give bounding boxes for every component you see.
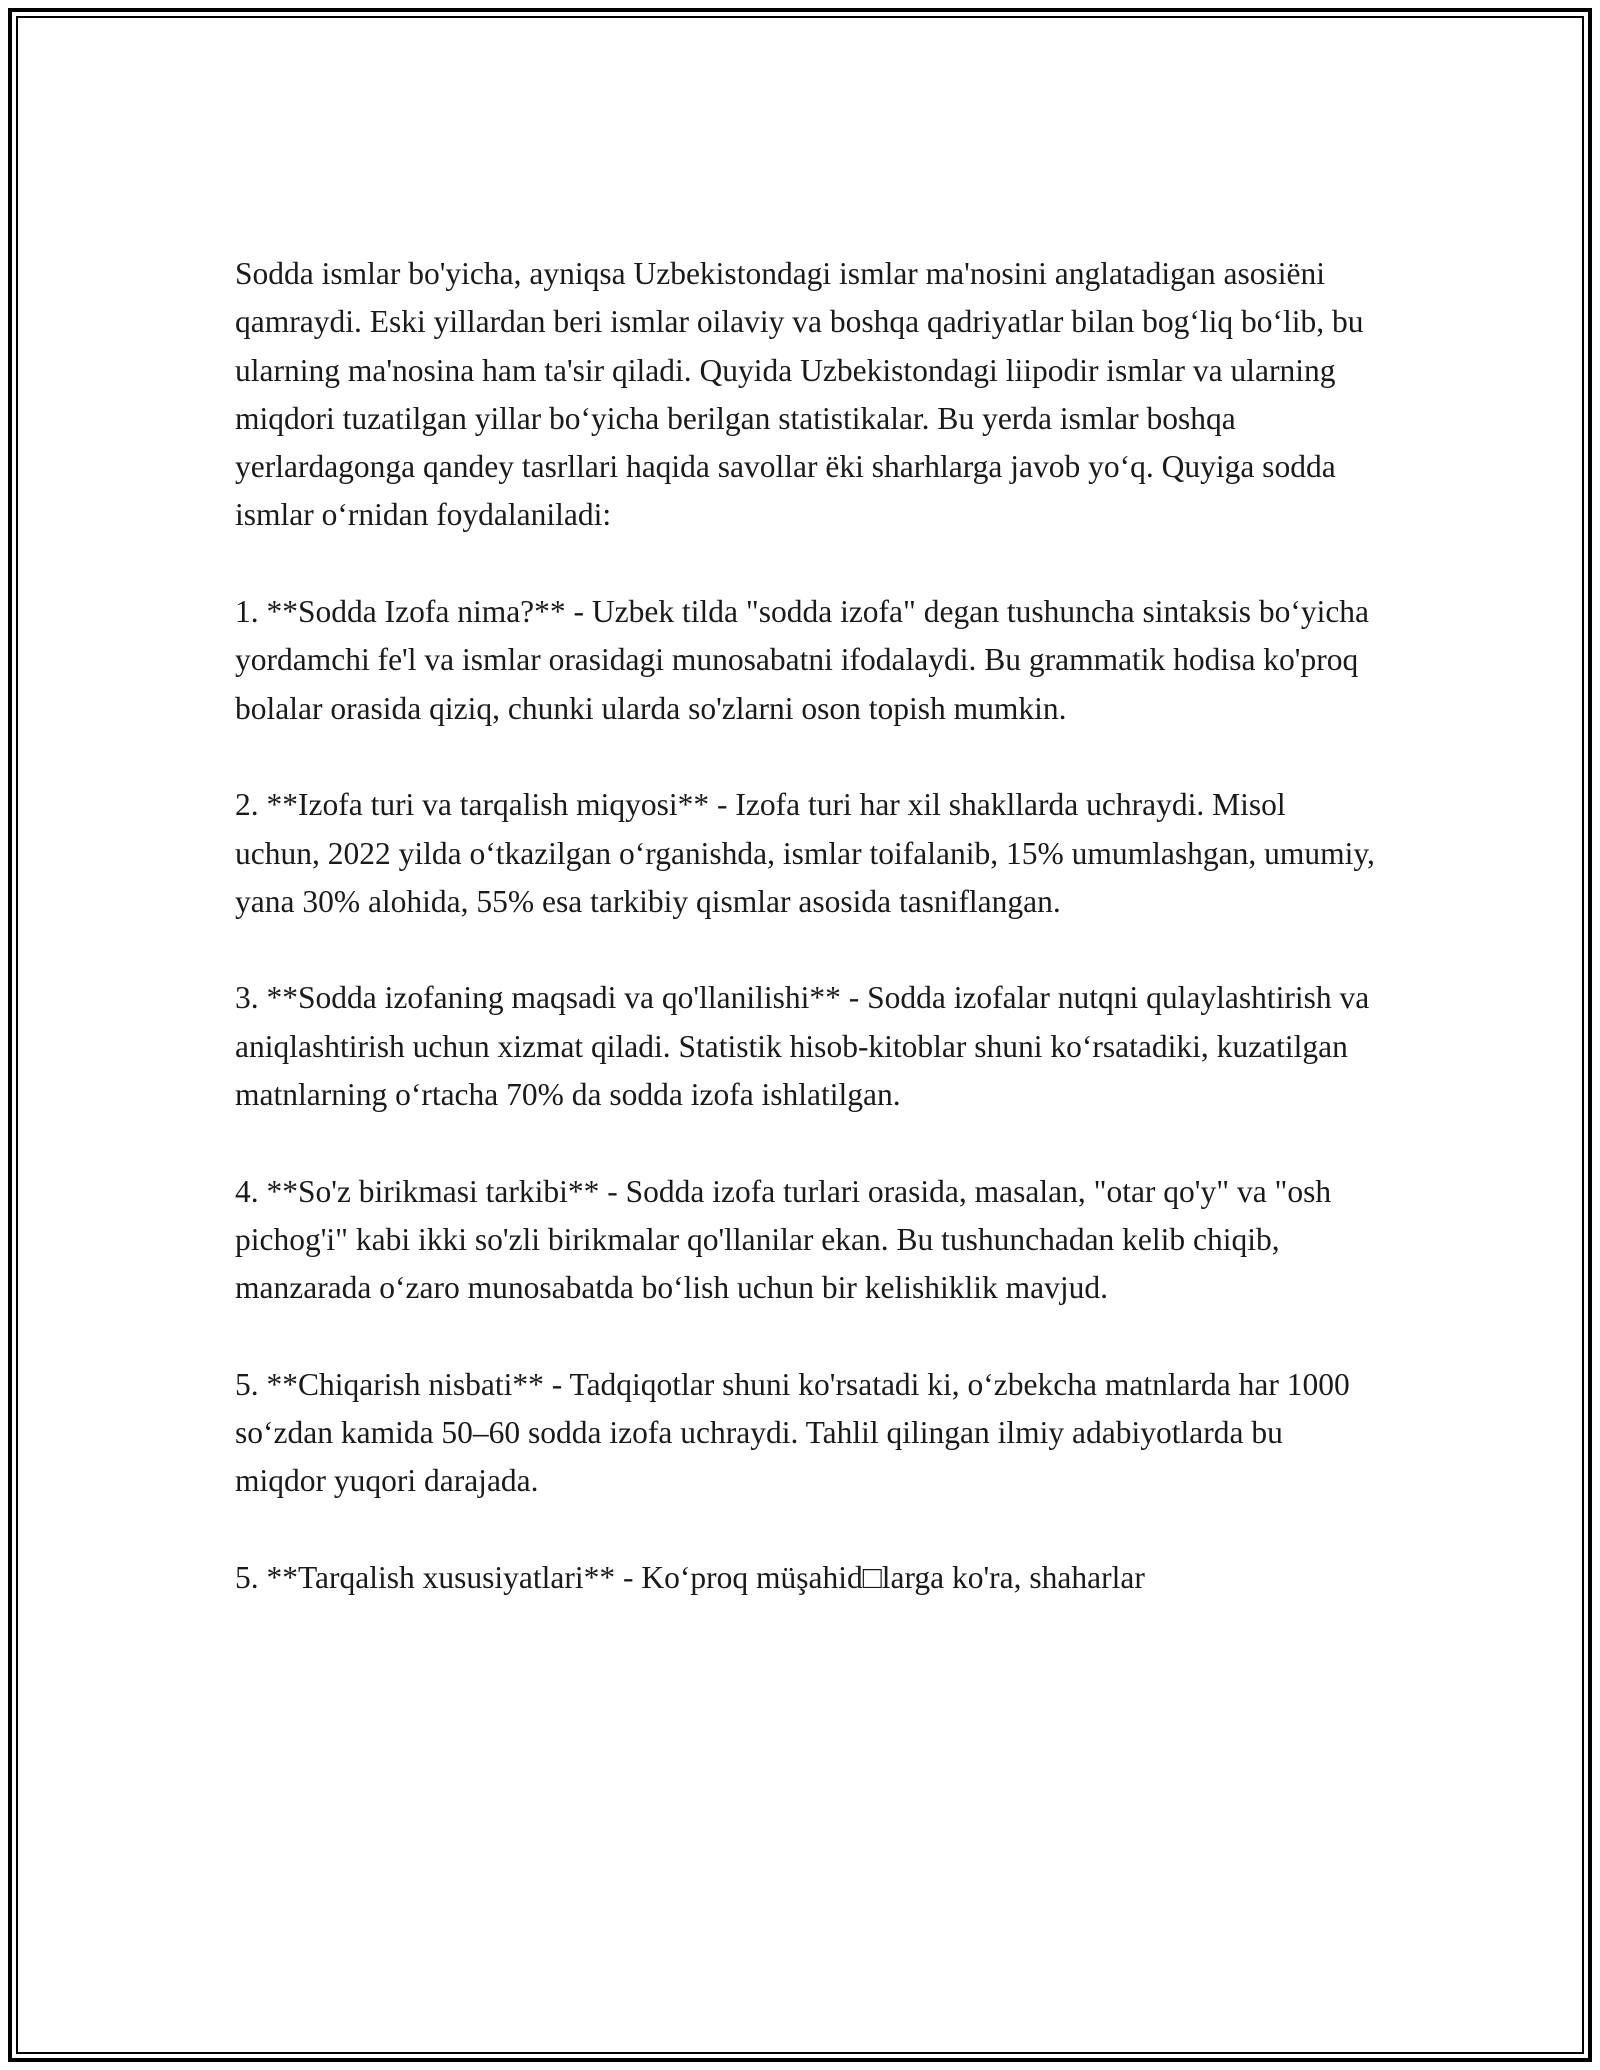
intro-paragraph: Sodda ismlar bo'yicha, ayniqsa Uzbekistondagi ismlar ma'nosini anglatadigan asosiëni qamraydi. Eski yillardan beri ismlar oilaviy va boshqa qadriyatlar bilan bog‘liq bo‘lib, bu ularning ma'nosina ham ta'sir qiladi. Quyida Uzbekistondagi liipodir ismlar va ularning miqdori tuzatilgan yillar bo‘yicha berilgan statistikalar. Bu yerda ismlar boshqa yerlardagonga qandey tasrllari haqida savollar ëki sharhlarga javob yo‘q. Quyiga sodda ismlar o‘rnidan foydalaniladi:	[235, 256, 1364, 533]
list-item: 5. **Chiqarish nisbati** - Tadqiqotlar shuni ko'rsatadi ki, o‘zbekcha matnlarda har 1000 so‘zdan kamida 50–60 sodda izofa uchraydi. Tahlil qilingan ilmiy adabiyotlarda bu miqdor yuqori darajada.	[235, 1366, 1350, 1499]
list-item: 5. **Tarqalish xususiyatlari** - Ko‘proq müşahid□larga ko'ra, shaharlar	[235, 1560, 1145, 1596]
document-body	[235, 250, 1375, 1602]
list-item: 3. **Sodda izofaning maqsadi va qo'llanilishi** - Sodda izofalar nutqni qulaylashtirish va aniqlashtirish uchun xizmat qiladi. Statistik hisob-kitoblar shuni ko‘rsatadiki, kuzatilgan matnlarning o‘rtacha 70% da sodda izofa ishlatilgan.	[235, 980, 1370, 1113]
list-item: 1. **Sodda Izofa nima?** - Uzbek tilda "sodda izofa" degan tushuncha sintaksis bo‘yicha yordamchi fe'l va ismlar orasidagi munosabatni ifodalaydi. Bu grammatik hodisa ko'proq bolalar orasida qiziq, chunki ularda so'zlarni oson topish mumkin.	[235, 594, 1370, 726]
list-item: 4. **So'z birikmasi tarkibi** - Sodda izofa turlari orasida, masalan, "otar qo'y" va "osh pichog'i" kabi ikki so'zli birikmalar qo'llanilar ekan. Bu tushunchadan kelib chiqib, manzarada o‘zaro munosabatda bo‘lish uchun bir kelishiklik mavjud.	[235, 1173, 1332, 1306]
list-item: 2. **Izofa turi va tarqalish miqyosi** - Izofa turi har xil shakllarda uchraydi. Misol uchun, 2022 yilda o‘tkazilgan o‘rganishda, ismlar toifalanib, 15% umumlashgan, umumiy, yana 30% alohida, 55% esa tarkibiy qismlar asosida tasniflangan.	[235, 787, 1375, 919]
